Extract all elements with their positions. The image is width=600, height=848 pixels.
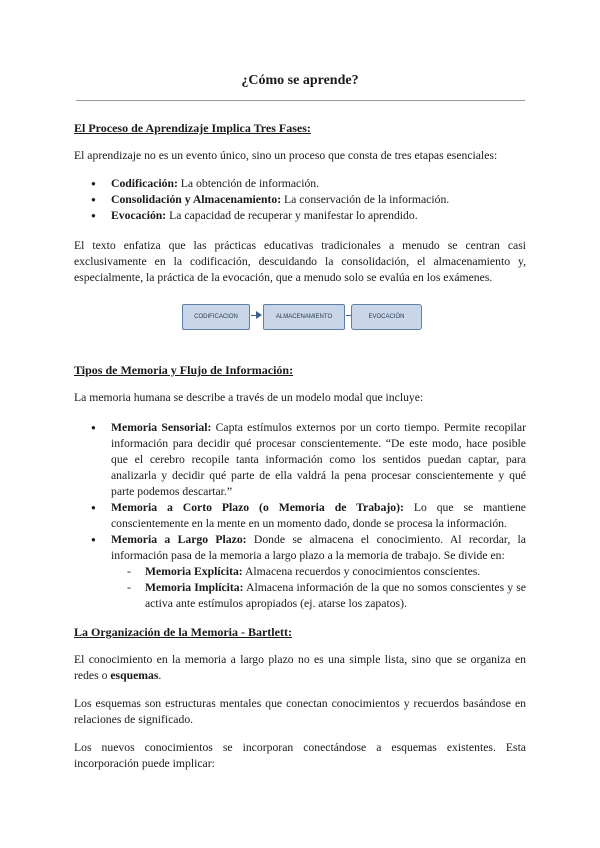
page-title: ¿Cómo se aprende? xyxy=(241,73,359,88)
list-item xyxy=(111,208,526,224)
list-item-text: Capta estímulos externos por un corto tiempo. Permite recopilar información para decidir qué procesar conscientemente. “De este modo, hace posible que el cerebro recopile tanta información como los sentidos puedan captar, para analizarla y decidir qué parte de ella valdrá la pena procesar conscientemente y qué parte podemos descartar.” xyxy=(111,421,527,498)
document-body xyxy=(74,120,526,772)
memory-types-list xyxy=(74,420,526,612)
section1-paragraph: El texto enfatiza que las prácticas educativas tradicionales a menudo se centran casi exclusivamente en la codificación, descuidando la consolidación, el almacenamiento y, especialmente, la práctica de la evocación, que a menudo solo se evalúa en los exámenes. xyxy=(74,239,526,284)
sub-list-item-term: Memoria Implícita: xyxy=(145,581,244,594)
list-item-text: Donde se almacena el conocimiento. Al recordar, la información pasa de la memoria a largo plazo a la memoria de trabajo. Se divide en: xyxy=(111,533,526,562)
title-divider xyxy=(76,100,525,101)
esquemas-term: esquemas xyxy=(110,669,159,682)
list-item-text: Lo que se mantiene conscientemente en la mente en un momento dado, donde se procesa la información. xyxy=(111,501,526,530)
list-item-term: Codificación: xyxy=(111,177,178,190)
sub-list-item xyxy=(145,564,526,580)
long-term-memory-sublist xyxy=(111,564,526,612)
flow-box-almacenamiento: ALMACENAMIENTO xyxy=(263,304,345,330)
section-heading-bartlett: La Organización de la Memoria - Bartlett: xyxy=(74,625,292,639)
section3-paragraph-2: Los esquemas son estructuras mentales que conectan conocimientos y recuerdos basándose en relaciones de significado. xyxy=(74,697,526,726)
flow-box-codificacion: CODIFICACION xyxy=(182,304,250,330)
list-item xyxy=(111,420,526,500)
list-item-term: Evocación: xyxy=(111,209,167,222)
sub-list-item xyxy=(145,580,526,612)
section1-intro: El aprendizaje no es un evento único, sino un proceso que consta de tres etapas esenciales: xyxy=(74,149,498,162)
list-item-term: Memoria a Corto Plazo (o Memoria de Trabajo): xyxy=(111,501,404,514)
learning-flow-diagram xyxy=(74,304,526,336)
section-heading-learning-process: El Proceso de Aprendizaje Implica Tres Fases: xyxy=(74,121,311,135)
flow-arrow-icon xyxy=(251,315,260,316)
flow-box-evocacion: EVOCACIÓN xyxy=(351,304,422,330)
list-item-text: La conservación de la información. xyxy=(281,193,450,206)
list-item-text: La obtención de información. xyxy=(177,177,320,190)
list-item-term: Memoria Sensorial: xyxy=(111,421,212,434)
list-item-term: Consolidación y Almacenamiento: xyxy=(111,193,282,206)
sub-list-item-term: Memoria Explícita: xyxy=(145,565,243,578)
section-heading-memory-types: Tipos de Memoria y Flujo de Información: xyxy=(74,363,294,377)
sub-list-item-text: Almacena recuerdos y conocimientos conscientes. xyxy=(242,565,481,578)
list-item xyxy=(111,176,526,192)
list-item-text: La capacidad de recuperar y manifestar lo aprendido. xyxy=(166,209,418,222)
section3-paragraph-1: El conocimiento en la memoria a largo plazo no es una simple lista, sino que se organiza en redes o esquemas. xyxy=(74,653,526,682)
list-item xyxy=(111,192,526,208)
sub-list-item-text: Almacena información de la que no somos conscientes y se activa ante estímulos apropiados (ej. atarse los zapatos). xyxy=(145,581,526,610)
section3-paragraph-3: Los nuevos conocimientos se incorporan conectándose a esquemas existentes. Esta incorporación puede implicar: xyxy=(74,741,526,770)
list-item xyxy=(111,532,526,612)
list-item xyxy=(111,500,526,532)
section2-intro: La memoria humana se describe a través de un modelo modal que incluye: xyxy=(74,391,424,404)
list-item-term: Memoria a Largo Plazo: xyxy=(111,533,247,546)
phases-list xyxy=(74,176,526,224)
